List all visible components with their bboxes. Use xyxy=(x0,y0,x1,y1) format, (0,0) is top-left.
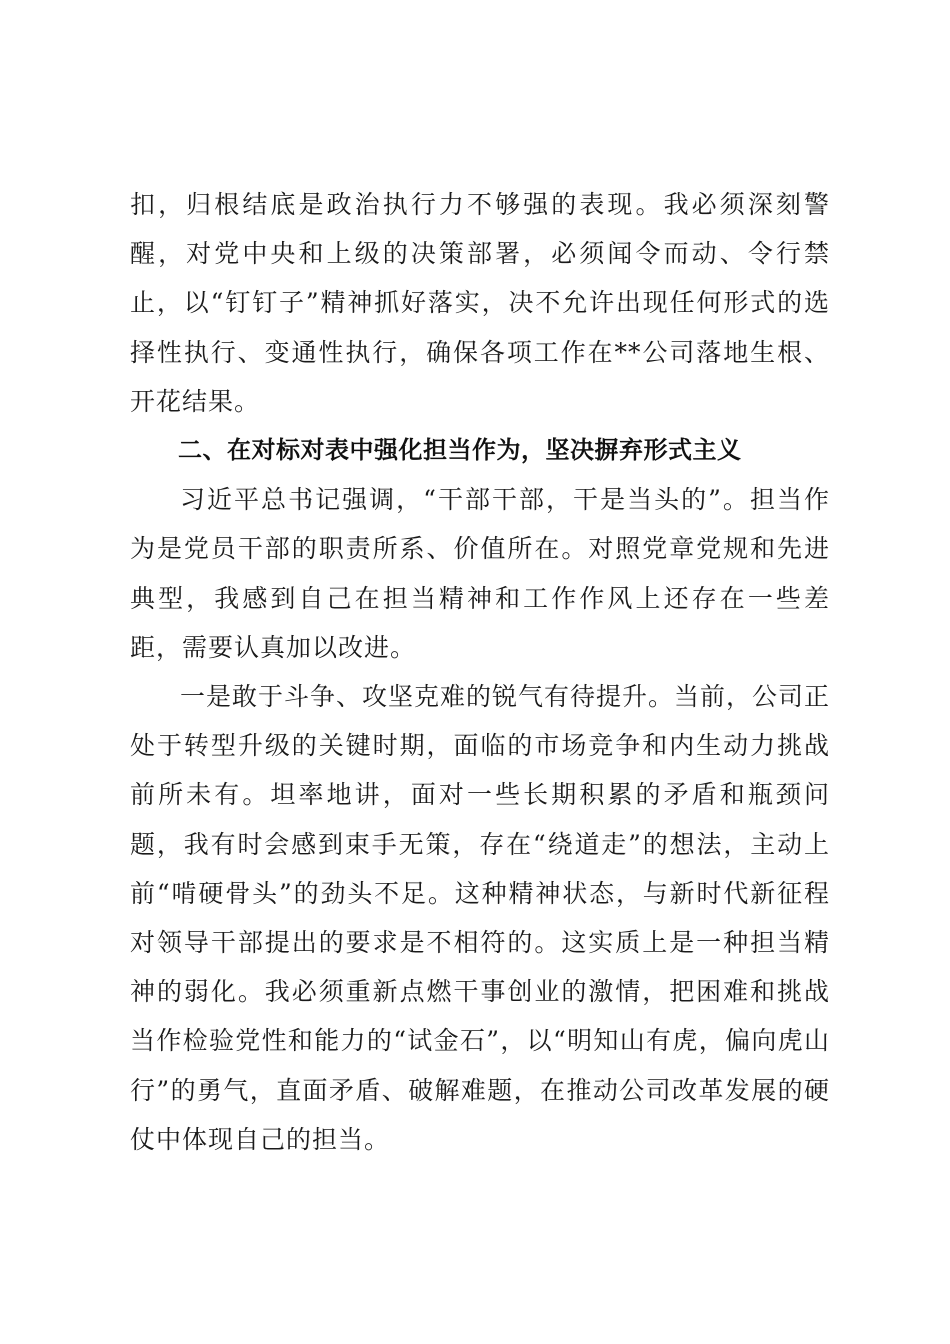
section-heading: 二、在对标对表中强化担当作为，坚决摒弃形式主义 xyxy=(178,436,742,465)
document-page xyxy=(130,180,830,1164)
paragraph-body: 一是敢于斗争、攻坚克难的锐气有待提升。当前，公司正处于转型升级的关键时期，面临的市场竞争和内生动力挑战前所未有。坦率地讲，面对一些长期积累的矛盾和瓶颈问题，我有时会感到束手无策，存在“绕道走”的想法，主动上前“啃硬骨头”的劲头不足。这种精神状态，与新时代新征程对领导干部提出的要求是不相符的。这实质上是一种担当精神的弱化。我必须重新点燃干事创业的激情，把困难和挑战当作检验党性和能力的“试金石”，以“明知山有虎，偏向虎山行”的勇气，直面矛盾、破解难题，在推动公司改革发展的硬仗中体现自己的担当。 xyxy=(130,682,831,1154)
paragraph-continuation: 扣，归根结底是政治执行力不够强的表现。我必须深刻警醒，对党中央和上级的决策部署，必须闻令而动、令行禁止，以“钉钉子”精神抓好落实，决不允许出现任何形式的选择性执行、变通性执行，确保各项工作在**公司落地生根、开花结果。 xyxy=(130,190,830,416)
paragraph-body: 习近平总书记强调，“干部干部，干是当头的”。担当作为是党员干部的职责所系、价值所在。对照党章党规和先进典型，我感到自己在担当精神和工作作风上还存在一些差距，需要认真加以改进。 xyxy=(130,485,830,662)
